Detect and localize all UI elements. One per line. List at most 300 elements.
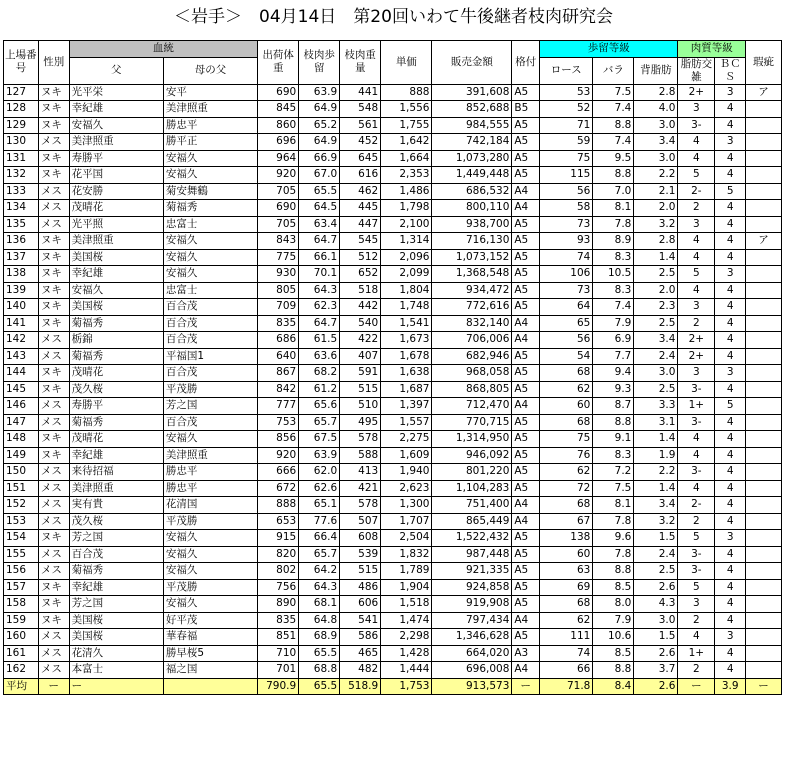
cell-bms: 4 [678,150,715,167]
cell-unit-price: 1,541 [381,315,432,332]
cell-carcass-yield: 66.9 [299,150,340,167]
cell-bcs: 4 [715,233,746,250]
cell-sex: ヌキ [38,431,69,448]
cell-sale-amount: 751,400 [432,497,512,514]
cell-sex: メス [38,546,69,563]
cell-backfat: 2.8 [634,84,678,101]
cell-backfat: 1.4 [634,431,678,448]
page-title: ＜岩手＞ 04月14日 第20回いわて牛後継者枝肉研究会 [174,7,613,27]
cell-defect [746,662,782,679]
cell-rib: 7.4 [593,134,634,151]
cell-sale-amount: 742,184 [432,134,512,151]
cell-carcass-weight: 441 [340,84,381,101]
cell-shipping-weight: 964 [258,150,299,167]
cell-unit-price: 2,298 [381,629,432,646]
cell-loin: 75 [540,150,593,167]
cell-carcass-yield: 63.4 [299,216,340,233]
cell-sale-amount: 1,368,548 [432,266,512,283]
cell-grade: A5 [512,167,540,184]
cell-dam-sire: 美津照重 [163,101,257,118]
table-row [4,596,782,613]
cell-dam-sire: 勝平正 [163,134,257,151]
table-row [4,101,782,118]
cell-sale-amount: 946,092 [432,447,512,464]
cell-carcass-yield: 64.9 [299,134,340,151]
cell-defect [746,101,782,118]
cell-dam-sire: 花清国 [163,497,257,514]
cell-shipping-weight: 753 [258,414,299,431]
cell-carcass-weight: 606 [340,596,381,613]
cell-loin: 60 [540,546,593,563]
cell-grade: A5 [512,150,540,167]
cell-sale-amount: 865,449 [432,513,512,530]
cell-lot-number: 146 [4,398,39,415]
cell-sire: 美津照重 [69,480,163,497]
cell-bcs: 4 [715,447,746,464]
cell-defect: ア [746,233,782,250]
cell-dam-sire: 安福久 [163,266,257,283]
cell-rib: 9.4 [593,365,634,382]
cell-bcs: 5 [715,183,746,200]
cell-loin: 73 [540,282,593,299]
cell-defect [746,332,782,349]
cell-bms: 1+ [678,645,715,662]
cell-bms: 5 [678,167,715,184]
average-dam-sire [163,678,257,695]
cell-dam-sire: 勝忠平 [163,480,257,497]
cell-loin: 63 [540,563,593,580]
cell-carcass-yield: 63.6 [299,348,340,365]
cell-sex: ヌキ [38,596,69,613]
cell-defect [746,612,782,629]
cell-sale-amount: 772,616 [432,299,512,316]
header-bms: 脂肪交雑 [678,57,715,84]
cell-bms: 3- [678,381,715,398]
cell-bms: 4 [678,431,715,448]
cell-carcass-yield: 68.1 [299,596,340,613]
table-row [4,150,782,167]
cell-bms: 3- [678,546,715,563]
cell-loin: 68 [540,497,593,514]
cell-sex: メス [38,480,69,497]
cell-unit-price: 1,518 [381,596,432,613]
table-row [4,299,782,316]
cell-dam-sire: 勝忠平 [163,117,257,134]
cell-sale-amount: 1,104,283 [432,480,512,497]
cell-rib: 9.6 [593,530,634,547]
cell-carcass-weight: 586 [340,629,381,646]
cell-sale-amount: 1,314,950 [432,431,512,448]
cell-bms: 4 [678,249,715,266]
cell-sale-amount: 968,058 [432,365,512,382]
cell-carcass-yield: 61.5 [299,332,340,349]
cell-carcass-yield: 64.3 [299,282,340,299]
cell-lot-number: 151 [4,480,39,497]
cell-bms: 2 [678,513,715,530]
cell-defect [746,266,782,283]
cell-sire: 花清久 [69,645,163,662]
cell-bcs: 4 [715,332,746,349]
cell-lot-number: 130 [4,134,39,151]
cell-dam-sire: 百合茂 [163,299,257,316]
cell-loin: 60 [540,398,593,415]
cell-grade: A5 [512,216,540,233]
average-weight: 790.9 [258,678,299,695]
cell-grade: A5 [512,365,540,382]
cell-sire: 幸紀雄 [69,447,163,464]
cell-bms: 2+ [678,84,715,101]
cell-carcass-yield: 67.5 [299,431,340,448]
header-quality-grade: 肉質等級 [678,41,746,58]
header-sire: 父 [69,57,163,84]
cell-sire: 安福久 [69,282,163,299]
cell-rib: 7.9 [593,612,634,629]
cell-sale-amount: 800,110 [432,200,512,217]
table-row [4,200,782,217]
cell-lot-number: 140 [4,299,39,316]
cell-bms: 3- [678,464,715,481]
cell-lot-number: 157 [4,579,39,596]
cell-dam-sire: 平茂勝 [163,579,257,596]
table-row [4,497,782,514]
cell-grade: A4 [512,513,540,530]
table-row [4,464,782,481]
cell-shipping-weight: 690 [258,84,299,101]
cell-sire: 茂久桜 [69,381,163,398]
cell-defect: ア [746,84,782,101]
cell-backfat: 2.4 [634,348,678,365]
average-bms: ー [678,678,715,695]
cell-shipping-weight: 666 [258,464,299,481]
cell-bms: 2 [678,662,715,679]
cell-sale-amount: 832,140 [432,315,512,332]
cell-carcass-yield: 61.2 [299,381,340,398]
cell-carcass-weight: 608 [340,530,381,547]
cell-bcs: 4 [715,612,746,629]
cell-loin: 76 [540,447,593,464]
cell-carcass-weight: 578 [340,497,381,514]
cell-unit-price: 1,673 [381,332,432,349]
cell-unit-price: 1,486 [381,183,432,200]
cell-grade: A5 [512,117,540,134]
cell-sex: ヌキ [38,315,69,332]
header-bcs: ＢＣＳ [715,57,746,84]
cell-bcs: 4 [715,167,746,184]
cell-sire: 寿勝平 [69,398,163,415]
cell-carcass-weight: 616 [340,167,381,184]
cell-carcass-weight: 452 [340,134,381,151]
cell-grade: A5 [512,249,540,266]
cell-defect [746,150,782,167]
cell-dam-sire: 安福久 [163,546,257,563]
header-carcass-yield: 枝肉歩留 [299,41,340,85]
cell-lot-number: 161 [4,645,39,662]
cell-bcs: 5 [715,398,746,415]
cell-dam-sire: 百合茂 [163,315,257,332]
cell-loin: 66 [540,662,593,679]
cell-bcs: 4 [715,596,746,613]
cell-backfat: 3.7 [634,662,678,679]
cell-unit-price: 2,623 [381,480,432,497]
average-unit-price: 1,753 [381,678,432,695]
cell-bms: 4 [678,282,715,299]
cell-sex: ヌキ [38,579,69,596]
cell-shipping-weight: 867 [258,365,299,382]
cell-carcass-yield: 62.3 [299,299,340,316]
cell-grade: A4 [512,315,540,332]
cell-carcass-weight: 486 [340,579,381,596]
average-backfat: 2.6 [634,678,678,695]
cell-carcass-weight: 445 [340,200,381,217]
cell-dam-sire: 平茂勝 [163,381,257,398]
cell-rib: 8.7 [593,398,634,415]
table-row [4,662,782,679]
cell-lot-number: 160 [4,629,39,646]
cell-backfat: 2.0 [634,200,678,217]
cell-loin: 62 [540,381,593,398]
cell-carcass-yield: 66.1 [299,249,340,266]
cell-rib: 7.8 [593,546,634,563]
cell-rib: 10.6 [593,629,634,646]
cell-backfat: 3.0 [634,365,678,382]
cell-unit-price: 1,300 [381,497,432,514]
header-sale-amount: 販売金額 [432,41,512,85]
cell-rib: 8.5 [593,579,634,596]
cell-bms: 2 [678,612,715,629]
cell-bcs: 4 [715,662,746,679]
cell-defect [746,480,782,497]
cell-sex: メス [38,216,69,233]
header-weight: 出荷体重 [258,41,299,85]
cell-sire: 美国桜 [69,612,163,629]
cell-rib: 10.5 [593,266,634,283]
cell-bcs: 3 [715,134,746,151]
cell-loin: 74 [540,645,593,662]
cell-bms: 3 [678,101,715,118]
cell-unit-price: 2,099 [381,266,432,283]
cell-carcass-weight: 545 [340,233,381,250]
cell-dam-sire: 百合茂 [163,414,257,431]
cell-sire: 茂久桜 [69,513,163,530]
header-rib: バラ [593,57,634,84]
cell-sex: メス [38,200,69,217]
cell-loin: 68 [540,414,593,431]
cell-carcass-yield: 64.7 [299,233,340,250]
cell-carcass-weight: 510 [340,398,381,415]
cell-rib: 9.3 [593,381,634,398]
cell-loin: 52 [540,101,593,118]
cell-sex: メス [38,348,69,365]
cell-sex: ヌキ [38,233,69,250]
cell-shipping-weight: 888 [258,497,299,514]
cell-rib: 8.8 [593,414,634,431]
cell-unit-price: 1,557 [381,414,432,431]
table-row [4,348,782,365]
cell-carcass-weight: 518 [340,282,381,299]
cell-bcs: 3 [715,84,746,101]
cell-backfat: 1.5 [634,629,678,646]
average-carcass-weight: 518.9 [340,678,381,695]
cell-sex: ヌキ [38,150,69,167]
cell-dam-sire: 安福久 [163,563,257,580]
cell-shipping-weight: 835 [258,612,299,629]
cell-sire: 菊福秀 [69,315,163,332]
cell-unit-price: 1,904 [381,579,432,596]
cell-backfat: 2.0 [634,282,678,299]
cell-unit-price: 2,100 [381,216,432,233]
cell-bms: 3 [678,299,715,316]
cell-backfat: 1.4 [634,480,678,497]
cell-rib: 8.8 [593,117,634,134]
cell-grade: A5 [512,431,540,448]
cell-defect [746,200,782,217]
cell-sire: 花安勝 [69,183,163,200]
cell-carcass-yield: 65.1 [299,497,340,514]
cell-defect [746,513,782,530]
table-row [4,645,782,662]
cell-unit-price: 1,687 [381,381,432,398]
cell-loin: 56 [540,183,593,200]
cell-defect [746,431,782,448]
cell-defect [746,365,782,382]
cell-bcs: 4 [715,645,746,662]
cell-bcs: 4 [715,216,746,233]
cell-sale-amount: 852,688 [432,101,512,118]
cell-shipping-weight: 842 [258,381,299,398]
cell-carcass-weight: 465 [340,645,381,662]
cell-bcs: 4 [715,513,746,530]
cell-sale-amount: 1,522,432 [432,530,512,547]
cell-backfat: 2.6 [634,579,678,596]
cell-unit-price: 1,397 [381,398,432,415]
cell-bms: 3- [678,414,715,431]
cell-grade: A5 [512,480,540,497]
cell-sire: 光平照 [69,216,163,233]
cell-loin: 68 [540,365,593,382]
cell-sire: 芳之国 [69,596,163,613]
cell-lot-number: 141 [4,315,39,332]
cell-sale-amount: 682,946 [432,348,512,365]
cell-rib: 7.5 [593,480,634,497]
table-row [4,546,782,563]
cell-dam-sire: 忠富士 [163,282,257,299]
cell-lot-number: 133 [4,183,39,200]
cell-grade: A5 [512,233,540,250]
cell-sale-amount: 919,908 [432,596,512,613]
cell-carcass-weight: 447 [340,216,381,233]
cell-shipping-weight: 640 [258,348,299,365]
cell-grade: A5 [512,414,540,431]
table-row [4,447,782,464]
cell-carcass-weight: 413 [340,464,381,481]
cell-shipping-weight: 705 [258,216,299,233]
cell-sire: 栃錦 [69,332,163,349]
cell-shipping-weight: 835 [258,315,299,332]
cell-defect [746,563,782,580]
cell-loin: 56 [540,332,593,349]
cell-defect [746,497,782,514]
cell-carcass-weight: 561 [340,117,381,134]
cell-unit-price: 2,096 [381,249,432,266]
cell-lot-number: 142 [4,332,39,349]
cell-sire: 茂晴花 [69,200,163,217]
cell-sale-amount: 801,220 [432,464,512,481]
cell-unit-price: 1,755 [381,117,432,134]
average-bcs: 3.9 [715,678,746,695]
cell-unit-price: 1,832 [381,546,432,563]
cell-sale-amount: 770,715 [432,414,512,431]
cell-backfat: 1.9 [634,447,678,464]
cell-carcass-weight: 515 [340,381,381,398]
cell-carcass-yield: 65.5 [299,183,340,200]
cell-lot-number: 127 [4,84,39,101]
cell-backfat: 1.4 [634,249,678,266]
cell-shipping-weight: 856 [258,431,299,448]
cell-bcs: 4 [715,546,746,563]
average-defect: ー [746,678,782,695]
cell-defect [746,249,782,266]
cell-loin: 59 [540,134,593,151]
cell-sale-amount: 984,555 [432,117,512,134]
cell-sire: 茂晴花 [69,431,163,448]
cell-dam-sire: 美津照重 [163,447,257,464]
cell-bcs: 4 [715,414,746,431]
cell-grade: A4 [512,398,540,415]
cell-lot-number: 156 [4,563,39,580]
cell-bcs: 4 [715,579,746,596]
cell-bms: 3 [678,216,715,233]
table-row [4,513,782,530]
cell-sex: メス [38,183,69,200]
cell-sale-amount: 391,608 [432,84,512,101]
cell-dam-sire: 好平茂 [163,612,257,629]
cell-defect [746,414,782,431]
cell-rib: 8.0 [593,596,634,613]
cell-loin: 65 [540,315,593,332]
cell-dam-sire: 菊福秀 [163,200,257,217]
cell-bms: 4 [678,233,715,250]
cell-grade: A5 [512,282,540,299]
cell-carcass-yield: 64.8 [299,612,340,629]
cell-unit-price: 888 [381,84,432,101]
header-dam-sire: 母の父 [163,57,257,84]
cell-shipping-weight: 920 [258,447,299,464]
cell-carcass-weight: 515 [340,563,381,580]
cell-sex: メス [38,332,69,349]
cell-rib: 7.9 [593,315,634,332]
average-carcass-yield: 65.5 [299,678,340,695]
cell-carcass-yield: 64.9 [299,101,340,118]
cell-bcs: 4 [715,480,746,497]
cell-sex: ヌキ [38,167,69,184]
cell-bms: 4 [678,480,715,497]
cell-sale-amount: 712,470 [432,398,512,415]
cell-unit-price: 2,275 [381,431,432,448]
cell-dam-sire: 華春福 [163,629,257,646]
cell-shipping-weight: 805 [258,282,299,299]
cell-carcass-yield: 64.2 [299,563,340,580]
cell-sale-amount: 686,532 [432,183,512,200]
cell-lot-number: 145 [4,381,39,398]
cell-carcass-weight: 407 [340,348,381,365]
cell-unit-price: 1,314 [381,233,432,250]
cell-bcs: 4 [715,497,746,514]
average-sire: ー [69,678,163,695]
cell-shipping-weight: 756 [258,579,299,596]
cell-carcass-yield: 62.0 [299,464,340,481]
cell-unit-price: 1,428 [381,645,432,662]
cell-shipping-weight: 705 [258,183,299,200]
